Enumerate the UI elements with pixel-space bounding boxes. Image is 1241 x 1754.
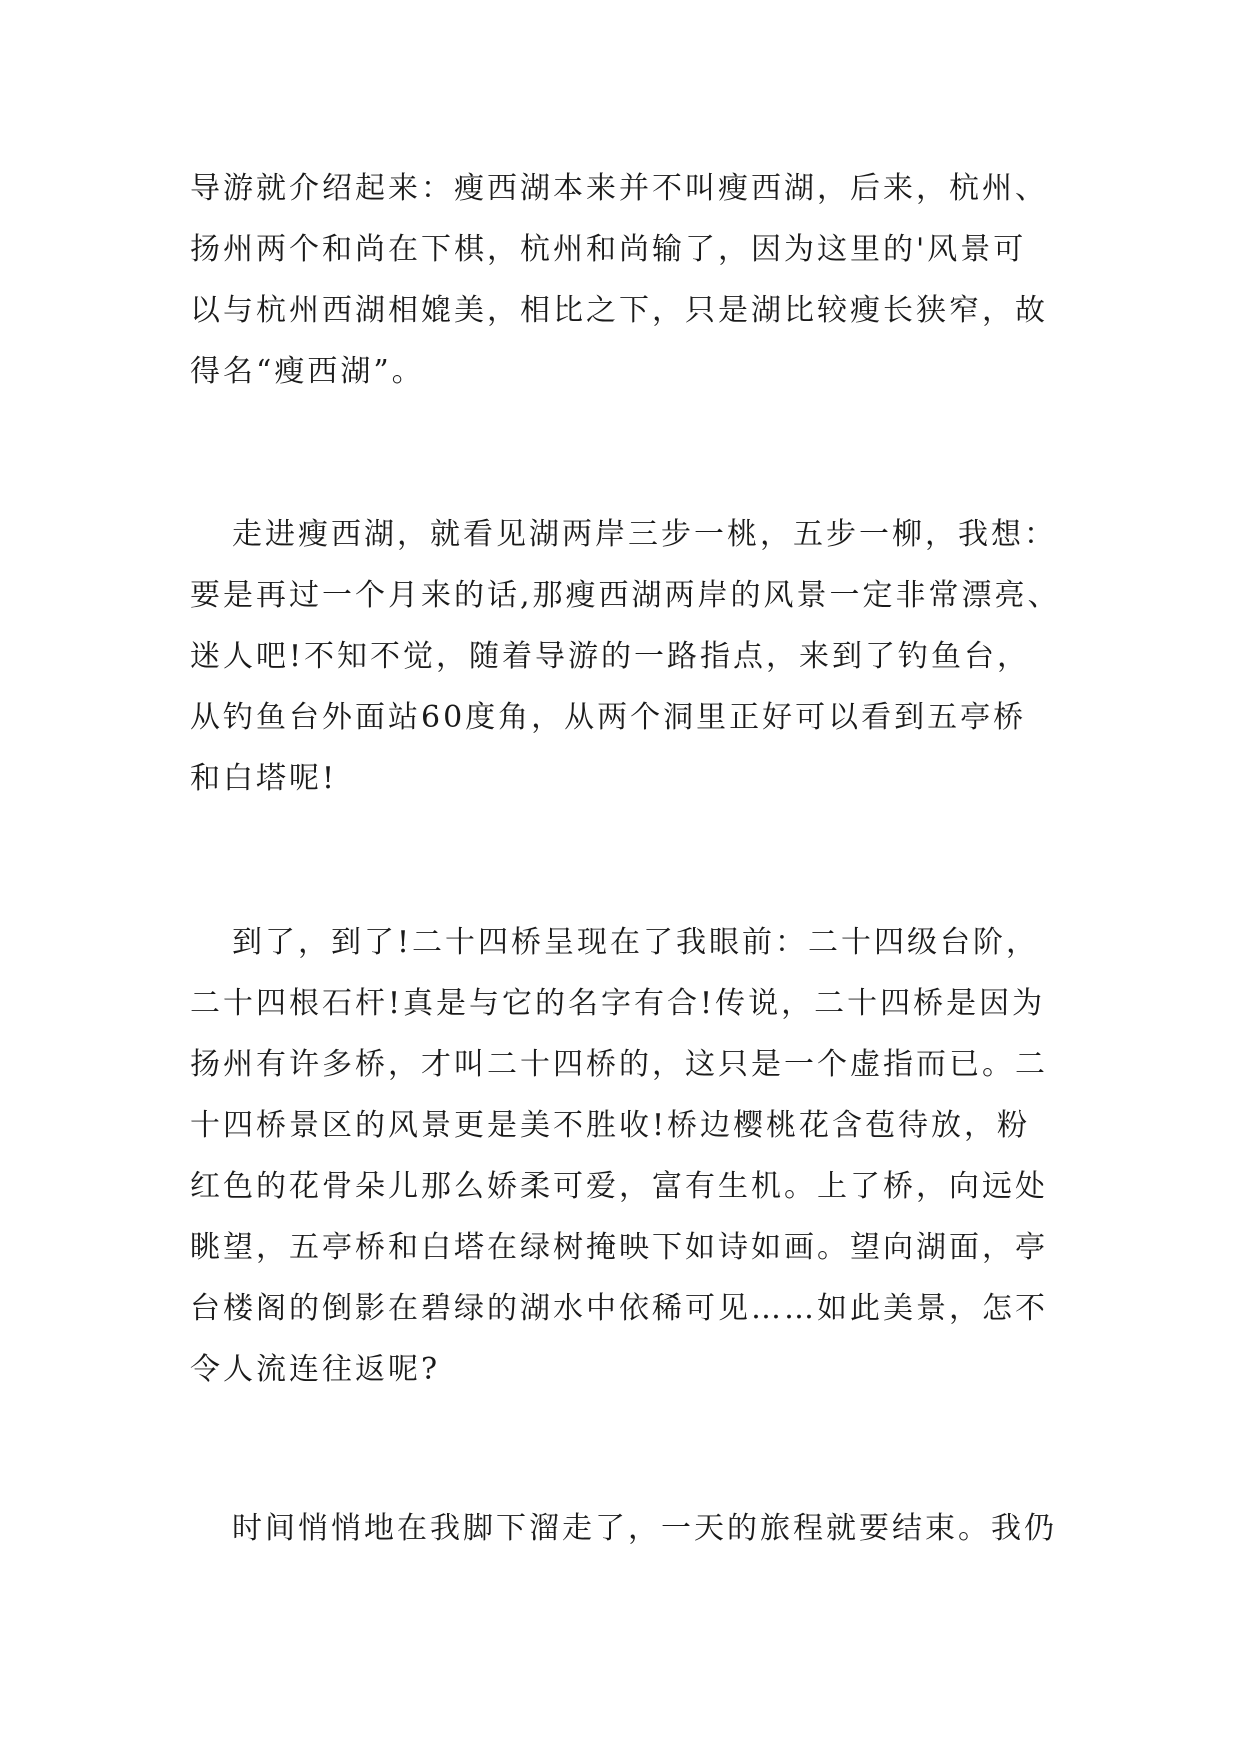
text-line: 眺望，五亭桥和白塔在绿树掩映下如诗如画。望向湖面，亭: [190, 1230, 1048, 1265]
text-line: 迷人吧!不知不觉，随着导游的一路指点，来到了钓鱼台，: [190, 639, 1031, 674]
text-line: 以与杭州西湖相媲美，相比之下，只是湖比较瘦长狭窄，故: [190, 293, 1048, 328]
paragraph-4: [190, 1498, 1060, 1559]
paragraph-1: [190, 158, 1060, 402]
text-line: 十四桥景区的风景更是美不胜收!桥边樱桃花含苞待放，粉: [190, 1108, 1031, 1143]
text-line: 要是再过一个月来的话,那瘦西湖两岸的风景一定非常漂亮、: [190, 578, 1061, 613]
text-line: 时间悄悄地在我脚下溜走了，一天的旅程就要结束。我仍: [232, 1511, 1057, 1546]
text-line: 二十四根石杆!真是与它的名字有合!传说，二十四桥是因为: [190, 986, 1046, 1021]
text-line: 导游就介绍起来：瘦西湖本来并不叫瘦西湖，后来，杭州、: [190, 171, 1048, 206]
text-line: 红色的花骨朵儿那么娇柔可爱，富有生机。上了桥，向远处: [190, 1169, 1048, 1204]
text-line: 到了，到了!二十四桥呈现在了我眼前：二十四级台阶，: [232, 925, 1040, 960]
text-line: 走进瘦西湖，就看见湖两岸三步一桃，五步一柳，我想：: [232, 517, 1057, 552]
text-line: 扬州两个和尚在下棋，杭州和尚输了，因为这里的'风景可: [190, 232, 1027, 267]
text-line: 从钓鱼台外面站60度角，从两个洞里正好可以看到五亭桥: [190, 700, 1027, 735]
text-line: 令人流连往返呢?: [190, 1352, 441, 1387]
text-line: 台楼阁的倒影在碧绿的湖水中依稀可见……如此美景，怎不: [190, 1291, 1048, 1326]
paragraph-3: [190, 912, 1060, 1400]
text-line: 扬州有许多桥，才叫二十四桥的，这只是一个虚指而已。二: [190, 1047, 1048, 1082]
text-line: 和白塔呢!: [190, 761, 338, 796]
text-line: 得名“瘦西湖”。: [190, 354, 425, 389]
paragraph-2: [190, 504, 1060, 809]
